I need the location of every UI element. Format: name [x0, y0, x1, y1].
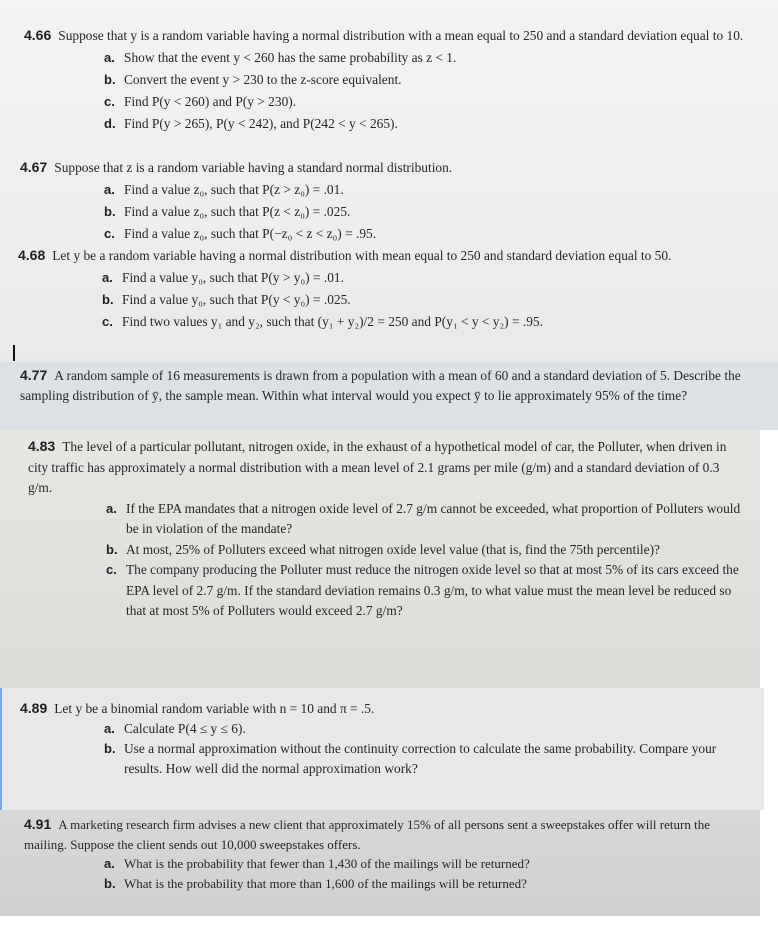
problem-4-77 [20, 365, 750, 406]
problem-4-83 [28, 436, 744, 622]
problem-number: 4.77 [20, 367, 48, 383]
part-d: d. Find P(y > 265), P(y < 242), and P(242 < y < 265). [104, 116, 398, 131]
part-b: b. Convert the event y > 230 to the z-score equivalent. [104, 72, 402, 87]
part-c: c. Find two values y₁ and y₂, such that (y₁ + y₂)/2 = 250 and P(y₁ < y < y₂) = .95. [102, 314, 543, 329]
photo-section-2 [0, 362, 778, 430]
problem-stem: Let y be a random variable having a normal distribution with mean equal to 250 and standard deviation equal to 50. [52, 248, 672, 263]
problem-4-67 [20, 156, 750, 245]
problem-stem: The level of a particular pollutant, nitrogen oxide, in the exhaust of a hypothetical model of car, the Polluter, when driven in city traffic has approximately a normal distribution with a mean level of 2.1 grams per mile (g/m) and a standard deviation of 0.3 g/m. [28, 439, 727, 495]
part-c: c. The company producing the Polluter must reduce the nitrogen oxide level so that at most 5% of its cars exceed the EPA level of 2.7 g/m. If the standard deviation remains 0.3 g/m, to what value must the mean level be reduced so that at most 5% of Polluters would exceed 2.7 g/m? [106, 562, 739, 618]
problem-number: 4.66 [24, 27, 52, 43]
photo-section-5 [0, 810, 760, 916]
problem-4-89 [20, 698, 750, 779]
part-b: b. Use a normal approximation without the continuity correction to calculate the same probability. Compare your results. How well did the normal approximation work? [104, 741, 717, 776]
part-c: c. Find a value z₀, such that P(−z₀ < z < z₀) = .95. [104, 226, 377, 241]
problem-4-66 [24, 24, 744, 135]
part-b: b. At most, 25% of Polluters exceed what nitrogen oxide level value (that is, find the 75th percentile)? [106, 541, 660, 557]
photo-section-3 [0, 430, 760, 688]
text-cursor [13, 345, 15, 361]
part-a: a. Find a value z₀, such that P(z > z₀) = .01. [104, 182, 344, 197]
photo-section-1 [0, 0, 778, 362]
problem-stem: A marketing research firm advises a new client that approximately 15% of all persons sent a sweepstakes offer will return the mailing. Suppose the client sends out 10,000 sweepstakes offers. [24, 817, 710, 852]
problem-4-68 [18, 244, 758, 333]
part-a: a. If the EPA mandates that a nitrogen oxide level of 2.7 g/m cannot be exceeded, what proportion of Polluters would be in violation of the mandate? [106, 500, 741, 536]
problem-4-91 [24, 815, 752, 893]
part-a: a. What is the probability that fewer than 1,430 of the mailings will be returned? [104, 856, 530, 871]
problem-stem: Let y be a binomial random variable with n = 10 and π = .5. [54, 701, 375, 716]
part-b: b. Find a value y₀, such that P(y < y₀) = .025. [102, 292, 351, 307]
part-c: c. Find P(y < 260) and P(y > 230). [104, 94, 297, 109]
problem-number: 4.91 [24, 816, 52, 832]
part-a: a. Show that the event y < 260 has the same probability as z < 1. [104, 50, 457, 65]
problem-stem: A random sample of 16 measurements is drawn from a population with a mean of 60 and a standard deviation of 5. Describe the sampling distribution of ȳ, the sample mean. Within what interval would you expect ȳ to lie approximately 95% of the time? [20, 368, 741, 403]
problem-stem: Suppose that y is a random variable having a normal distribution with a mean equal to 250 and a standard deviation equal to 10. [58, 28, 744, 43]
problem-number: 4.89 [20, 700, 48, 716]
part-a: a. Find a value y₀, such that P(y > y₀) = .01. [102, 270, 344, 285]
part-b: b. What is the probability that more than 1,600 of the mailings will be returned? [104, 875, 527, 891]
problem-number: 4.68 [18, 247, 46, 263]
photo-section-4 [0, 688, 764, 810]
problem-stem: Suppose that z is a random variable having a standard normal distribution. [54, 160, 453, 175]
problem-number: 4.83 [28, 438, 56, 454]
part-a: a. Calculate P(4 ≤ y ≤ 6). [104, 721, 246, 736]
problem-number: 4.67 [20, 159, 48, 175]
part-b: b. Find a value z₀, such that P(z < z₀) = .025. [104, 204, 351, 219]
